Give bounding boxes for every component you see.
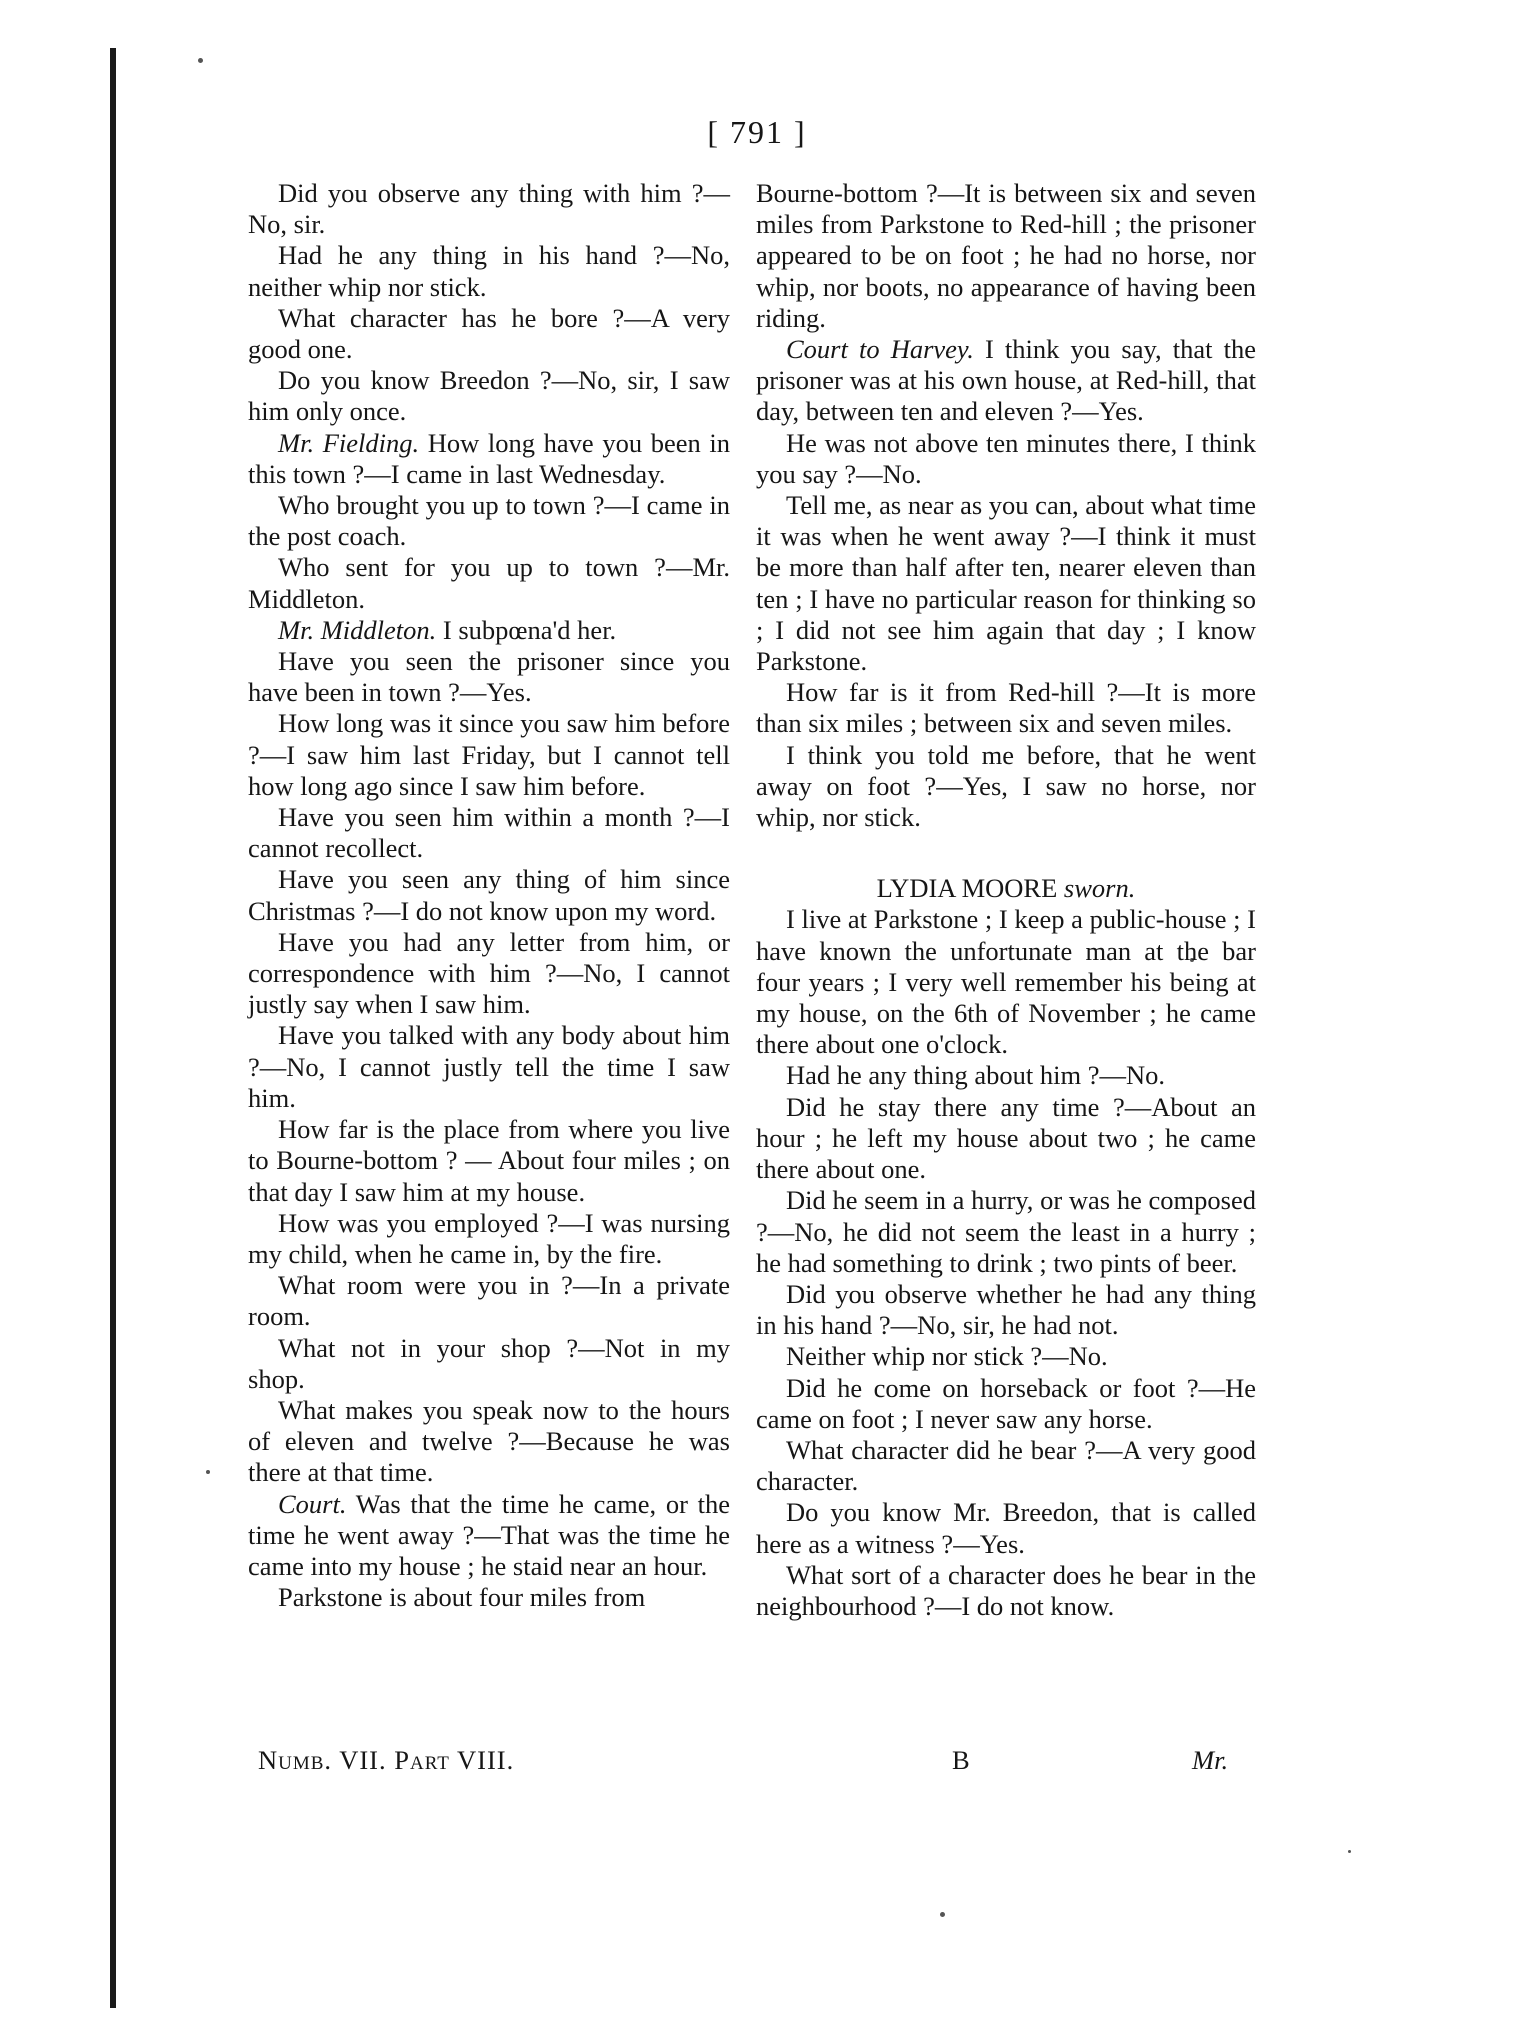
testimony-paragraph xyxy=(248,615,730,646)
testimony-paragraph xyxy=(756,1373,1256,1435)
testimony-paragraph xyxy=(756,178,1256,334)
testimony-paragraph xyxy=(248,365,730,427)
right-column xyxy=(756,178,1256,1622)
paragraph-text: Did he stay there any time ?—About an hour ; he left my house about two ; he came there about one. xyxy=(756,1091,1256,1185)
paragraph-text: Had he any thing in his hand ?—No, neither whip nor stick. xyxy=(248,240,730,302)
footer-signature-mark: B xyxy=(952,1745,970,1775)
speaker-label: Mr. Middleton. xyxy=(278,614,437,645)
testimony-paragraph xyxy=(756,1497,1256,1559)
testimony-paragraph xyxy=(756,1435,1256,1497)
paragraph-text: Did you observe any thing with him ?—No, sir. xyxy=(248,178,730,240)
paragraph-text: What character has he bore ?—A very good one. xyxy=(248,302,730,365)
speaker-label: Court. xyxy=(278,1488,347,1519)
testimony-paragraph xyxy=(756,1279,1256,1341)
paragraph-text: Have you seen any thing of him since Christmas ?—I do not know upon my word. xyxy=(248,864,730,926)
paragraph-text: Was that the time he came, or the time he went away ?—That was the time he came into my house ; he staid near an hour. xyxy=(248,1488,730,1581)
ink-speck xyxy=(1348,1850,1351,1853)
paragraph-text: Did he seem in a hurry, or was he composed ?—No, he did not seem the least in a hurry ; he had something to drink ; two pints of beer. xyxy=(756,1185,1256,1278)
paragraph-text: Did you observe whether he had any thing in his hand ?—No, sir, he had not. xyxy=(756,1278,1256,1341)
witness-heading xyxy=(756,873,1256,904)
testimony-paragraph xyxy=(248,303,730,365)
testimony-paragraph xyxy=(248,1114,730,1208)
speaker-label: Mr. Fielding. xyxy=(278,427,420,458)
paragraph-text: How was you employed ?—I was nursing my child, when he came in, by the fire. xyxy=(248,1207,730,1269)
testimony-paragraph xyxy=(248,927,730,1021)
paragraph-text: Had he any thing about him ?—No. xyxy=(786,1060,1166,1091)
testimony-paragraph xyxy=(248,646,730,708)
testimony-paragraph xyxy=(248,552,730,614)
testimony-paragraph xyxy=(756,740,1256,834)
paragraph-text: What makes you speak now to the hours of eleven and twelve ?—Because he was there at that time. xyxy=(248,1394,730,1488)
paragraph-text: I live at Parkstone ; I keep a public-house ; I have known the unfortunate man at the bar four years ; I very well remember his being at my house, on the 6th of November ; he came there about one o'clock. xyxy=(756,904,1256,1060)
testimony-paragraph xyxy=(248,708,730,802)
paragraph-text: Neither whip nor stick ?—No. xyxy=(786,1341,1108,1372)
paragraph-text: What character did he bear ?—A very good character. xyxy=(756,1434,1256,1497)
page-number: [ 791 ] xyxy=(707,114,807,150)
paragraph-text: Tell me, as near as you can, about what time it was when he went away ?—I think it must be more than half after ten, nearer eleven than ten ; I have no particular reason for thinking so ; I did not see him again that day ; I know Parkstone. xyxy=(756,490,1256,677)
paragraph-text: How far is it from Red-hill ?—It is more than six miles ; between six and seven miles. xyxy=(756,677,1256,739)
testimony-paragraph xyxy=(248,864,730,926)
testimony-paragraph xyxy=(248,1333,730,1395)
paragraph-text: Bourne-bottom ?—It is between six and seven miles from Parkstone to Red-hill ; the prisoner appeared to be on foot ; he had no horse, nor whip, nor boots, no appearance of having been riding. xyxy=(756,178,1256,333)
paragraph-text: Who sent for you up to town ?—Mr. Middleton. xyxy=(248,552,730,614)
ink-speck xyxy=(198,58,203,63)
ink-speck xyxy=(940,1912,945,1917)
footer-catchword: Mr. xyxy=(1192,1745,1229,1775)
testimony-paragraph xyxy=(756,1341,1256,1372)
paragraph-text: Do you know Mr. Breedon, that is called here as a witness ?—Yes. xyxy=(756,1497,1256,1559)
testimony-paragraph xyxy=(756,1560,1256,1622)
testimony-paragraph xyxy=(248,428,730,490)
paragraph-text: Did he come on horseback or foot ?—He came on foot ; I never saw any horse. xyxy=(756,1372,1256,1434)
paragraph-text: I subpœna'd her. xyxy=(436,614,617,645)
testimony-paragraph xyxy=(248,802,730,864)
paragraph-text: Have you seen him within a month ?—I cannot recollect. xyxy=(248,802,730,864)
testimony-paragraph xyxy=(756,1092,1256,1186)
paragraph-text: How long have you been in this town ?—I came in last Wednesday. xyxy=(248,427,730,489)
paragraph-text: Do you know Breedon ?—No, sir, I saw him only once. xyxy=(248,365,730,427)
testimony-paragraph xyxy=(248,1489,730,1583)
footer-issue-label: Numb. VII. Part VIII. xyxy=(258,1745,515,1775)
paragraph-text: Have you seen the prisoner since you have been in town ?—Yes. xyxy=(248,646,730,708)
witness-name: LYDIA MOORE xyxy=(876,873,1064,904)
paragraph-text: I think you told me before, that he went away on foot ?—Yes, I saw no horse, nor whip, nor stick. xyxy=(756,739,1256,833)
testimony-paragraph xyxy=(248,1395,730,1489)
testimony-paragraph xyxy=(248,178,730,240)
paragraph-text: How long was it since you saw him before ?—I saw him last Friday, but I cannot tell how long ago since I saw him before. xyxy=(248,708,730,801)
left-column xyxy=(248,178,730,1613)
testimony-paragraph xyxy=(756,1185,1256,1279)
speaker-label: Court to Harvey. xyxy=(786,334,974,365)
testimony-paragraph xyxy=(756,490,1256,677)
testimony-paragraph xyxy=(248,1020,730,1114)
testimony-paragraph xyxy=(248,490,730,552)
paragraph-text: What room were you in ?—In a private room. xyxy=(248,1270,730,1332)
paragraph-text: Parkstone is about four miles from xyxy=(278,1582,646,1613)
paragraph-text: What sort of a character does he bear in the neighbourhood ?—I do not know. xyxy=(756,1559,1256,1621)
testimony-paragraph xyxy=(756,904,1256,1060)
testimony-paragraph xyxy=(248,240,730,302)
binding-edge-line xyxy=(110,48,116,2008)
paragraph-text: Have you had any letter from him, or correspondence with him ?—No, I cannot justly say when I saw him. xyxy=(248,926,730,1020)
paragraph-text: How far is the place from where you live to Bourne-bottom ? — About four miles ; on that day I saw him at my house. xyxy=(248,1114,730,1207)
testimony-paragraph xyxy=(756,1060,1256,1091)
testimony-paragraph xyxy=(248,1208,730,1270)
paragraph-text: I think you say, that the prisoner was at his own house, at Red-hill, that day, between ten and eleven ?—Yes. xyxy=(756,334,1256,427)
paragraph-text: What not in your shop ?—Not in my shop. xyxy=(248,1332,730,1394)
paragraph-text: Who brought you up to town ?—I came in the post coach. xyxy=(248,490,730,552)
ink-speck xyxy=(206,1470,210,1474)
paragraph-text: Have you talked with any body about him ?—No, I cannot justly tell the time I saw him. xyxy=(248,1020,730,1113)
testimony-paragraph xyxy=(248,1270,730,1332)
testimony-paragraph xyxy=(756,428,1256,490)
paragraph-text: He was not above ten minutes there, I think you say ?—No. xyxy=(756,427,1256,489)
testimony-paragraph xyxy=(248,1582,730,1613)
testimony-paragraph xyxy=(756,677,1256,739)
sworn-label: sworn. xyxy=(1063,873,1136,904)
testimony-paragraph xyxy=(756,334,1256,428)
